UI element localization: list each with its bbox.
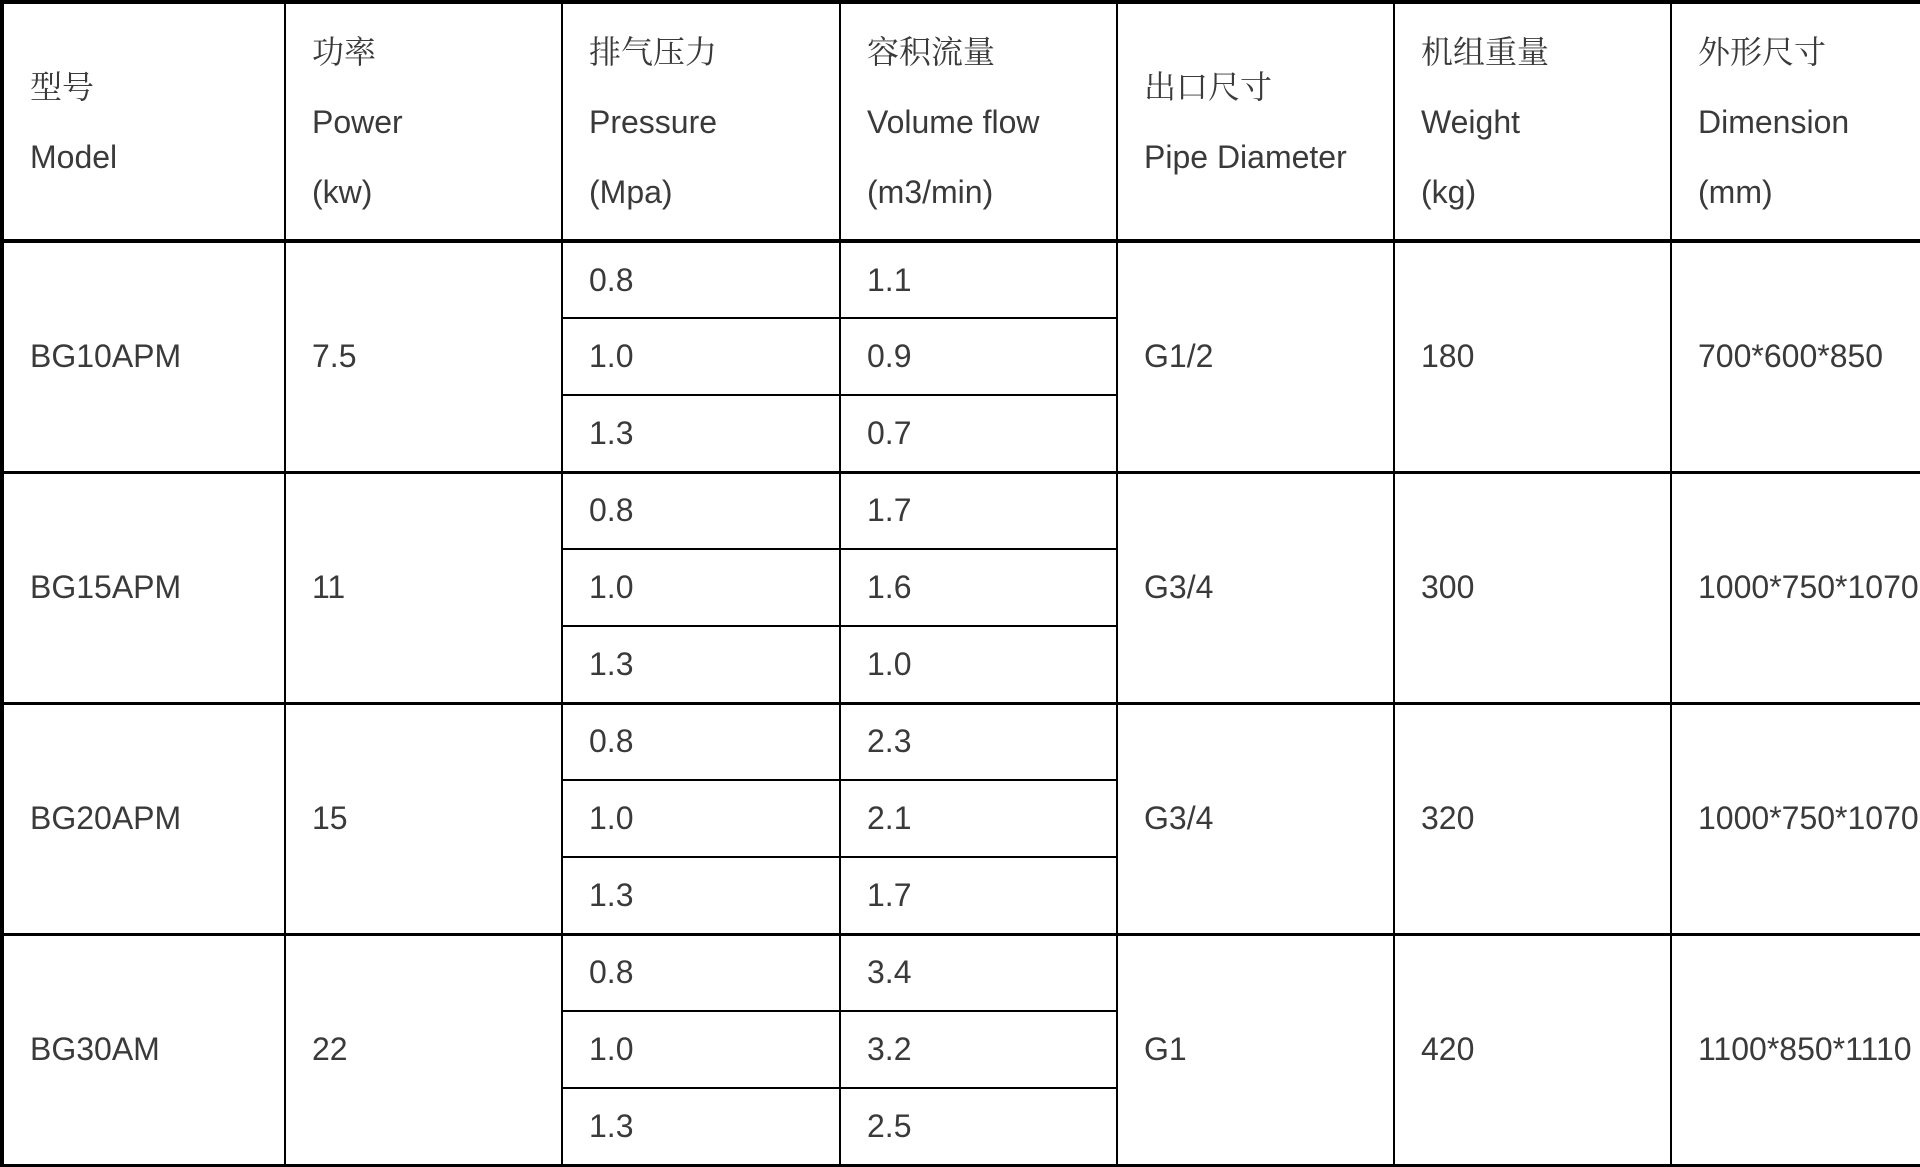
header-volume-flow-zh: 容积流量 bbox=[867, 33, 996, 70]
flow-cell: 1.0 bbox=[840, 626, 1117, 703]
header-pressure-en: Pressure bbox=[589, 103, 718, 140]
header-pipe-diameter-en: Pipe Diameter bbox=[1144, 138, 1347, 175]
dimension-cell: 1100*850*1110 bbox=[1671, 934, 1920, 1165]
power-cell: 22 bbox=[285, 934, 562, 1165]
flow-cell: 1.1 bbox=[840, 241, 1117, 318]
header-power-unit: (kw) bbox=[312, 173, 373, 210]
flow-cell: 1.7 bbox=[840, 857, 1117, 934]
power-cell: 11 bbox=[285, 472, 562, 703]
header-power-en: Power bbox=[312, 103, 403, 140]
header-model-en: Model bbox=[30, 138, 118, 175]
pressure-cell: 1.3 bbox=[562, 1088, 840, 1165]
table-row bbox=[2, 472, 1920, 549]
pressure-cell: 1.0 bbox=[562, 318, 840, 395]
header-dimension-unit: (mm) bbox=[1698, 173, 1773, 210]
header-weight bbox=[1394, 2, 1671, 241]
model-cell: BG10APM bbox=[2, 241, 285, 472]
dimension-cell: 1000*750*1070 bbox=[1671, 703, 1920, 934]
header-dimension-zh: 外形尺寸 bbox=[1698, 33, 1827, 70]
pipe-cell: G3/4 bbox=[1117, 703, 1394, 934]
header-volume-flow bbox=[840, 2, 1117, 241]
pressure-cell: 0.8 bbox=[562, 703, 840, 780]
header-weight-zh: 机组重量 bbox=[1421, 33, 1550, 70]
header-dimension bbox=[1671, 2, 1920, 241]
pressure-cell: 1.3 bbox=[562, 395, 840, 472]
pressure-cell: 1.0 bbox=[562, 780, 840, 857]
pipe-cell: G3/4 bbox=[1117, 472, 1394, 703]
header-weight-en: Weight bbox=[1421, 103, 1521, 140]
pressure-cell: 0.8 bbox=[562, 472, 840, 549]
pressure-cell: 1.0 bbox=[562, 549, 840, 626]
header-pipe-diameter-zh: 出口尺寸 bbox=[1144, 68, 1273, 105]
flow-cell: 1.7 bbox=[840, 472, 1117, 549]
power-cell: 7.5 bbox=[285, 241, 562, 472]
header-volume-flow-unit: (m3/min) bbox=[867, 173, 994, 210]
pressure-cell: 1.0 bbox=[562, 1011, 840, 1088]
pressure-cell: 1.3 bbox=[562, 626, 840, 703]
model-cell: BG15APM bbox=[2, 472, 285, 703]
flow-cell: 2.5 bbox=[840, 1088, 1117, 1165]
power-cell: 15 bbox=[285, 703, 562, 934]
table-row bbox=[2, 241, 1920, 318]
weight-cell: 300 bbox=[1394, 472, 1671, 703]
flow-cell: 0.9 bbox=[840, 318, 1117, 395]
dimension-cell: 1000*750*1070 bbox=[1671, 472, 1920, 703]
header-pressure-zh: 排气压力 bbox=[589, 33, 718, 70]
flow-cell: 3.2 bbox=[840, 1011, 1117, 1088]
header-pressure bbox=[562, 2, 840, 241]
pressure-cell: 0.8 bbox=[562, 241, 840, 318]
pressure-cell: 0.8 bbox=[562, 934, 840, 1011]
flow-cell: 0.7 bbox=[840, 395, 1117, 472]
weight-cell: 320 bbox=[1394, 703, 1671, 934]
header-row bbox=[2, 2, 1920, 241]
table-row bbox=[2, 934, 1920, 1011]
weight-cell: 180 bbox=[1394, 241, 1671, 472]
table-row bbox=[2, 703, 1920, 780]
weight-cell: 420 bbox=[1394, 934, 1671, 1165]
flow-cell: 2.3 bbox=[840, 703, 1117, 780]
flow-cell: 1.6 bbox=[840, 549, 1117, 626]
header-pipe-diameter bbox=[1117, 2, 1394, 241]
header-model bbox=[2, 2, 285, 241]
model-cell: BG20APM bbox=[2, 703, 285, 934]
model-cell: BG30AM bbox=[2, 934, 285, 1165]
header-power bbox=[285, 2, 562, 241]
pipe-cell: G1/2 bbox=[1117, 241, 1394, 472]
header-volume-flow-en: Volume flow bbox=[867, 103, 1040, 140]
dimension-cell: 700*600*850 bbox=[1671, 241, 1920, 472]
flow-cell: 3.4 bbox=[840, 934, 1117, 1011]
header-pressure-unit: (Mpa) bbox=[589, 173, 673, 210]
header-power-zh: 功率 bbox=[312, 33, 377, 70]
header-model-zh: 型号 bbox=[30, 68, 95, 105]
flow-cell: 2.1 bbox=[840, 780, 1117, 857]
header-weight-unit: (kg) bbox=[1421, 173, 1477, 210]
pressure-cell: 1.3 bbox=[562, 857, 840, 934]
pipe-cell: G1 bbox=[1117, 934, 1394, 1165]
header-dimension-en: Dimension bbox=[1698, 103, 1850, 140]
